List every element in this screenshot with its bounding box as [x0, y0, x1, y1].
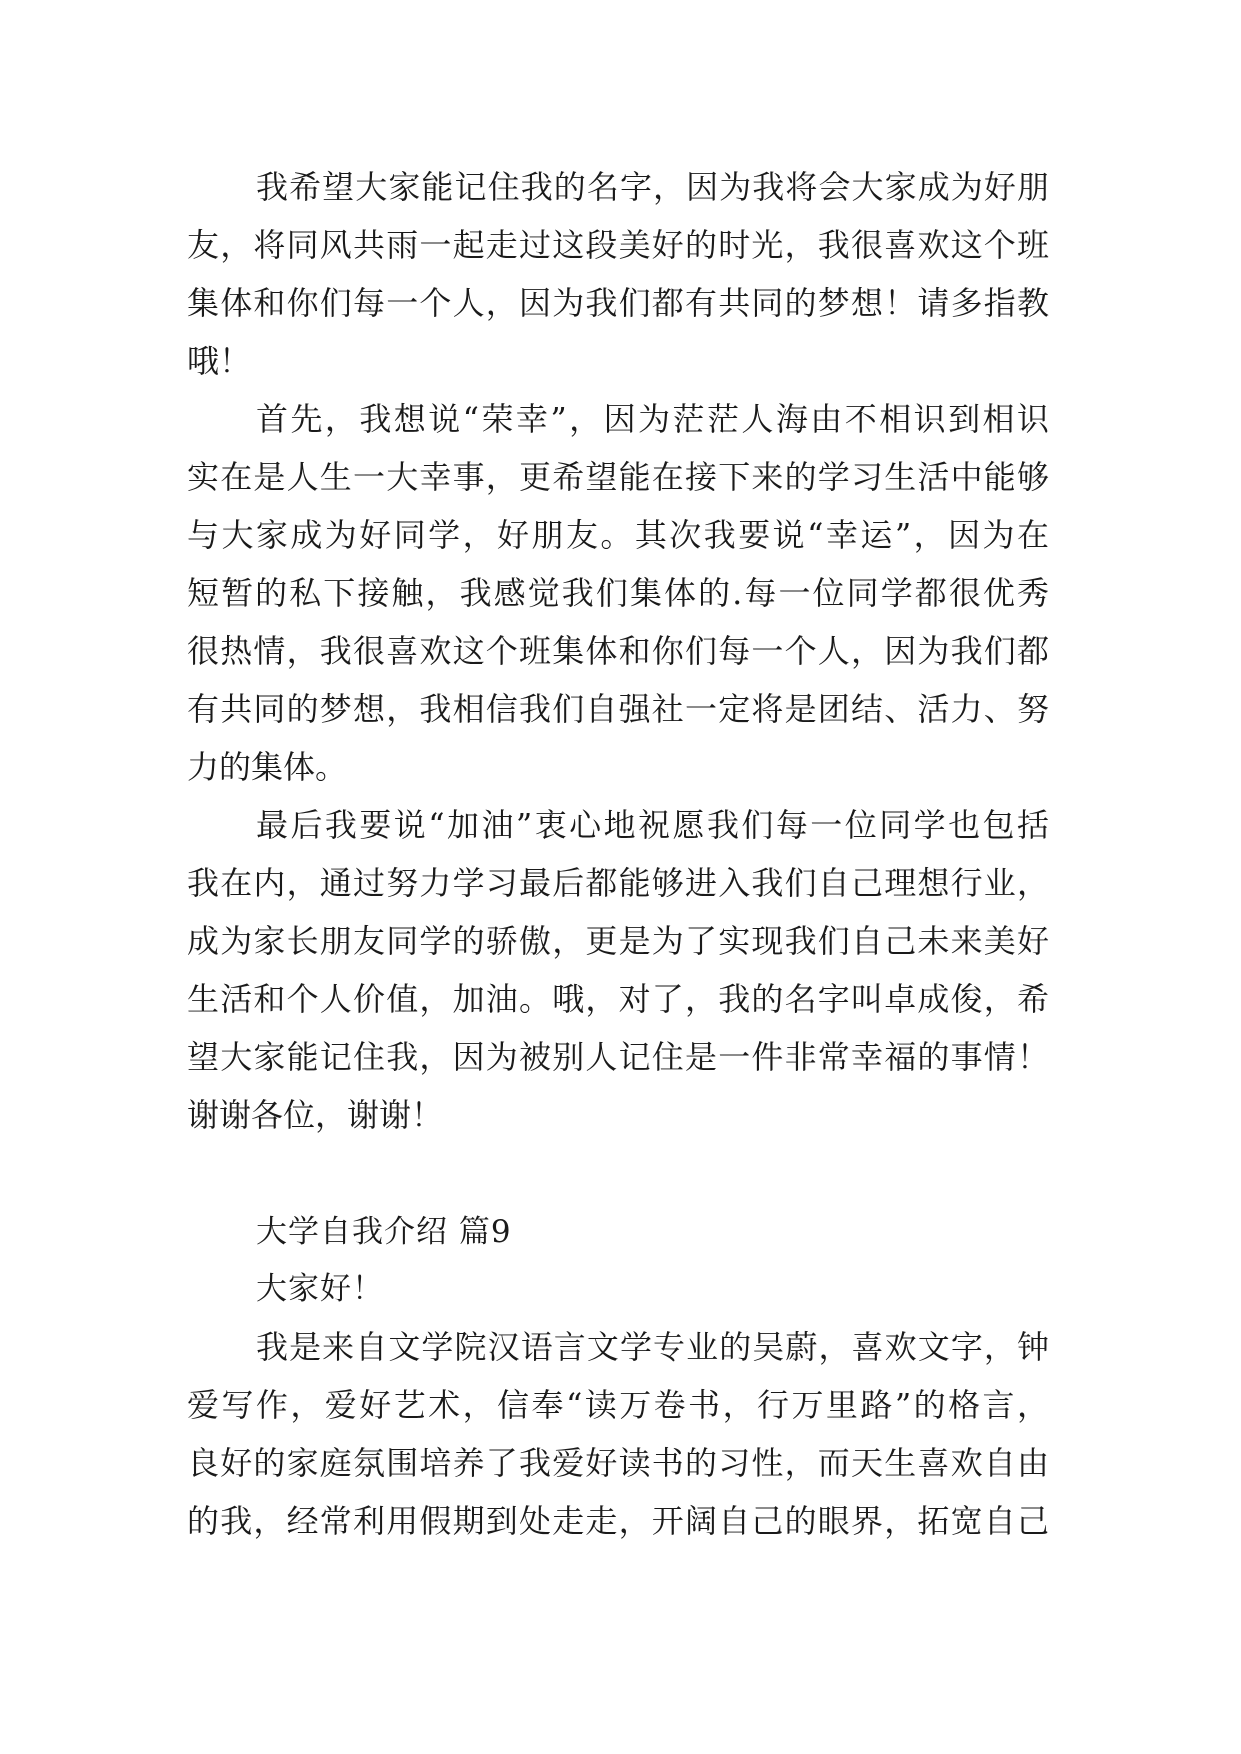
intro-line-2: 爱写作，爱好艺术，信奉“读万卷书，行万里路”的格言，: [187, 1386, 1049, 1424]
intro-line-1: 我是来自文学院汉语言文学专业的吴蔚，喜欢文字，钟: [256, 1328, 1049, 1366]
paragraph-2-line-5: 很热情，我很喜欢这个班集体和你们每一个人，因为我们都: [187, 632, 1049, 670]
paragraph-3-line-5: 望大家能记住我，因为被别人记住是一件非常幸福的事情！: [187, 1038, 1049, 1076]
paragraph-2-line-7: 力的集体。: [187, 748, 348, 786]
paragraph-1-line-3: 集体和你们每一个人，因为我们都有共同的梦想！请多指教: [187, 284, 1049, 322]
paragraph-3-line-3: 成为家长朋友同学的骄傲，更是为了实现我们自己未来美好: [187, 922, 1049, 960]
paragraph-2-line-1: 首先，我想说“荣幸”，因为茫茫人海由不相识到相识: [256, 400, 1049, 438]
paragraph-3-line-2: 我在内，通过努力学习最后都能够进入我们自己理想行业，: [187, 864, 1049, 902]
paragraph-3-line-4: 生活和个人价值，加油。哦，对了，我的名字叫卓成俊，希: [187, 980, 1049, 1018]
paragraph-3-line-1: 最后我要说“加油”衷心地祝愿我们每一位同学也包括: [256, 806, 1049, 844]
paragraph-3-line-6: 谢谢各位，谢谢！: [187, 1096, 444, 1134]
paragraph-1-line-1: 我希望大家能记住我的名字，因为我将会大家成为好朋: [256, 168, 1049, 206]
paragraph-2-line-3: 与大家成为好同学，好朋友。其次我要说“幸运”，因为在: [187, 516, 1049, 554]
intro-line-4: 的我，经常利用假期到处走走，开阔自己的眼界，拓宽自己: [187, 1502, 1049, 1540]
paragraph-1-line-4: 哦！: [187, 342, 252, 380]
greeting: 大家好！: [256, 1271, 384, 1307]
intro-line-3: 良好的家庭氛围培养了我爱好读书的习性，而天生喜欢自由: [187, 1444, 1049, 1482]
paragraph-1-line-2: 友，将同风共雨一起走过这段美好的时光，我很喜欢这个班: [187, 226, 1049, 264]
paragraph-2-line-2: 实在是人生一大幸事，更希望能在接下来的学习生活中能够: [187, 458, 1049, 496]
paragraph-2-line-4: 短暂的私下接触，我感觉我们集体的.每一位同学都很优秀: [187, 574, 1049, 612]
section-title: 大学自我介绍 篇9: [256, 1214, 512, 1250]
paragraph-2-line-6: 有共同的梦想，我相信我们自强社一定将是团结、活力、努: [187, 690, 1049, 728]
